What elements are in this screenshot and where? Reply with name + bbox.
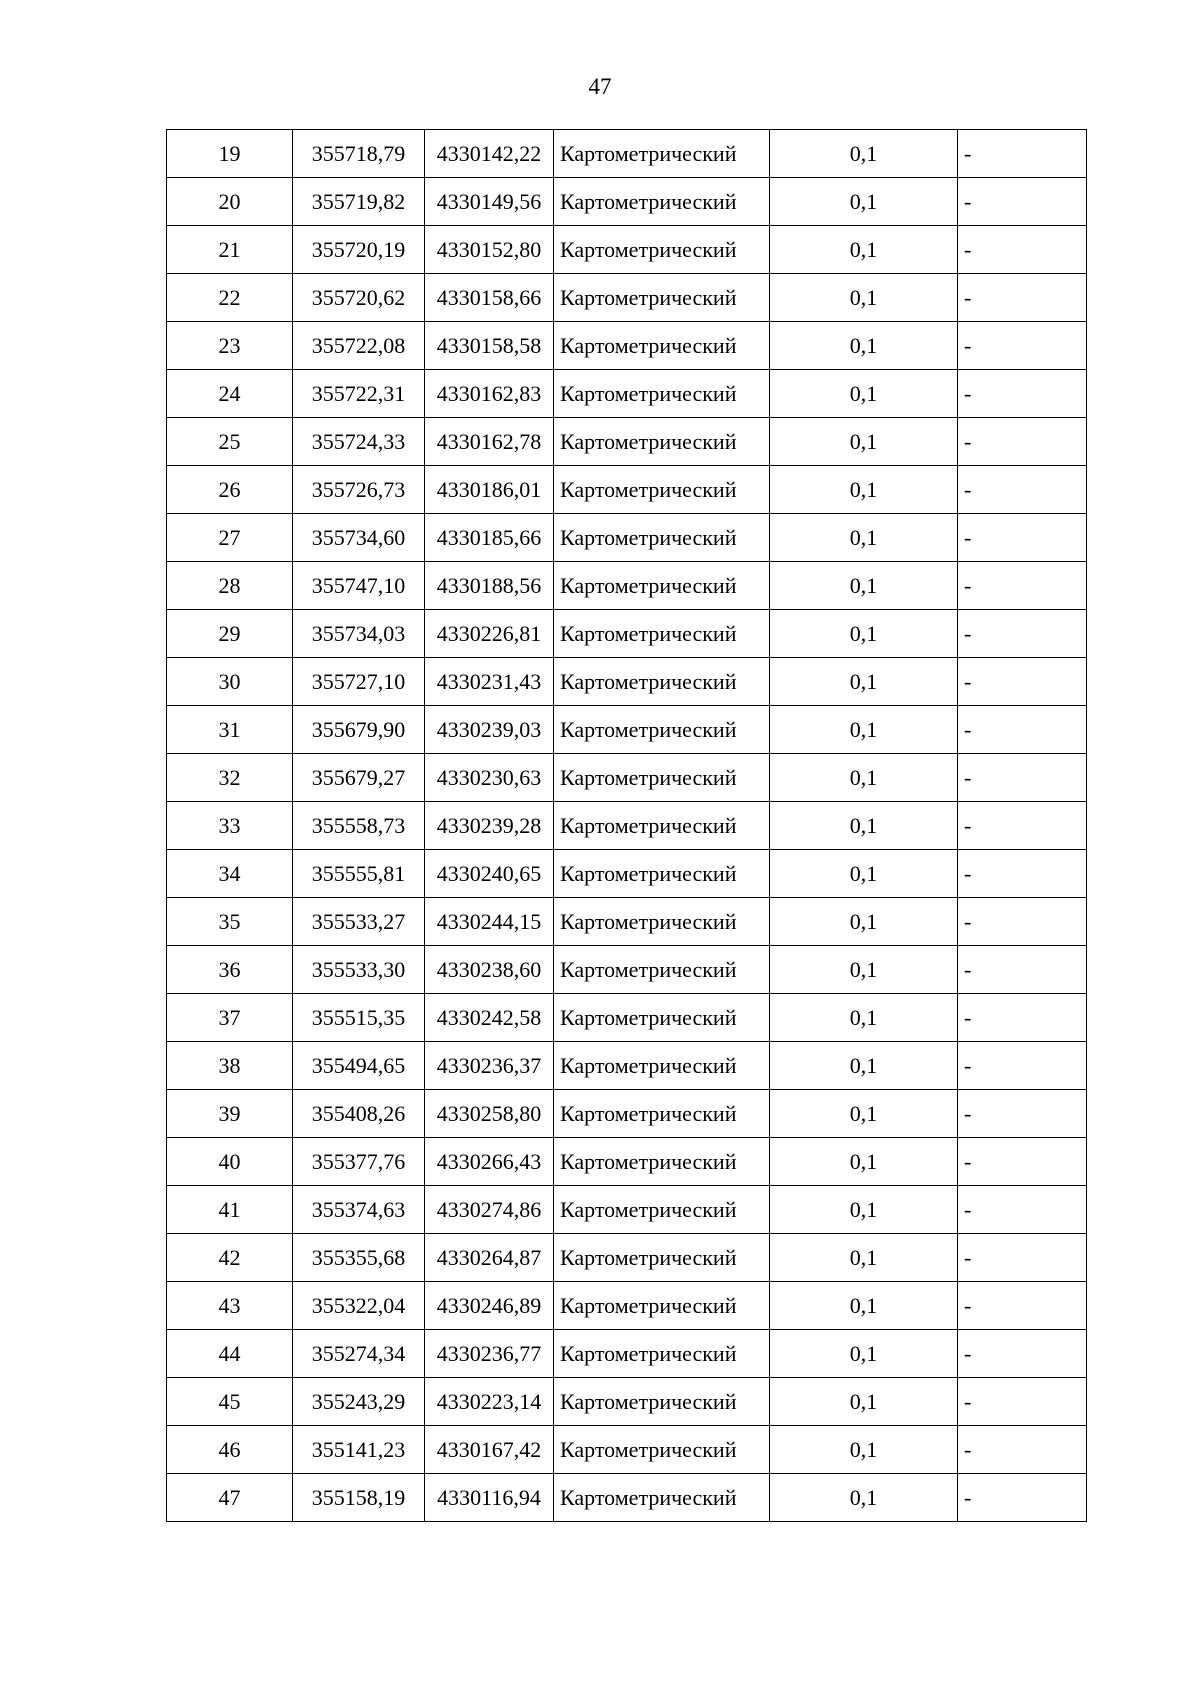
- point-number-cell: 30: [167, 658, 293, 706]
- x-coordinate-cell: 355322,04: [293, 1282, 425, 1330]
- point-number-cell: 47: [167, 1474, 293, 1522]
- method-cell: Картометрический: [554, 514, 770, 562]
- note-cell: -: [958, 754, 1087, 802]
- accuracy-cell: 0,1: [770, 274, 958, 322]
- table-row: [167, 706, 1087, 754]
- accuracy-cell: 0,1: [770, 1138, 958, 1186]
- table-row: [167, 994, 1087, 1042]
- y-coordinate-cell: 4330185,66: [425, 514, 554, 562]
- table-row: [167, 562, 1087, 610]
- table-row: [167, 466, 1087, 514]
- note-cell: -: [958, 370, 1087, 418]
- point-number-cell: 28: [167, 562, 293, 610]
- accuracy-cell: 0,1: [770, 1474, 958, 1522]
- note-cell: -: [958, 946, 1087, 994]
- y-coordinate-cell: 4330142,22: [425, 130, 554, 178]
- point-number-cell: 42: [167, 1234, 293, 1282]
- note-cell: -: [958, 1042, 1087, 1090]
- point-number-cell: 40: [167, 1138, 293, 1186]
- accuracy-cell: 0,1: [770, 1042, 958, 1090]
- coordinates-table: [166, 129, 1087, 1522]
- table-row: [167, 274, 1087, 322]
- x-coordinate-cell: 355734,60: [293, 514, 425, 562]
- point-number-cell: 27: [167, 514, 293, 562]
- y-coordinate-cell: 4330238,60: [425, 946, 554, 994]
- note-cell: -: [958, 514, 1087, 562]
- point-number-cell: 24: [167, 370, 293, 418]
- note-cell: -: [958, 898, 1087, 946]
- x-coordinate-cell: 355408,26: [293, 1090, 425, 1138]
- method-cell: Картометрический: [554, 610, 770, 658]
- x-coordinate-cell: 355726,73: [293, 466, 425, 514]
- note-cell: -: [958, 1138, 1087, 1186]
- table-row: [167, 802, 1087, 850]
- accuracy-cell: 0,1: [770, 514, 958, 562]
- note-cell: -: [958, 658, 1087, 706]
- table-row: [167, 514, 1087, 562]
- note-cell: -: [958, 706, 1087, 754]
- y-coordinate-cell: 4330167,42: [425, 1426, 554, 1474]
- y-coordinate-cell: 4330258,80: [425, 1090, 554, 1138]
- y-coordinate-cell: 4330274,86: [425, 1186, 554, 1234]
- x-coordinate-cell: 355555,81: [293, 850, 425, 898]
- y-coordinate-cell: 4330246,89: [425, 1282, 554, 1330]
- y-coordinate-cell: 4330116,94: [425, 1474, 554, 1522]
- method-cell: Картометрический: [554, 418, 770, 466]
- note-cell: -: [958, 418, 1087, 466]
- method-cell: Картометрический: [554, 1330, 770, 1378]
- method-cell: Картометрический: [554, 1042, 770, 1090]
- y-coordinate-cell: 4330162,78: [425, 418, 554, 466]
- note-cell: -: [958, 466, 1087, 514]
- method-cell: Картометрический: [554, 994, 770, 1042]
- accuracy-cell: 0,1: [770, 802, 958, 850]
- note-cell: -: [958, 1186, 1087, 1234]
- x-coordinate-cell: 355679,27: [293, 754, 425, 802]
- method-cell: Картометрический: [554, 1090, 770, 1138]
- point-number-cell: 29: [167, 610, 293, 658]
- point-number-cell: 45: [167, 1378, 293, 1426]
- point-number-cell: 36: [167, 946, 293, 994]
- table-row: [167, 1378, 1087, 1426]
- table-row: [167, 754, 1087, 802]
- x-coordinate-cell: 355727,10: [293, 658, 425, 706]
- point-number-cell: 25: [167, 418, 293, 466]
- accuracy-cell: 0,1: [770, 754, 958, 802]
- table-row: [167, 418, 1087, 466]
- accuracy-cell: 0,1: [770, 706, 958, 754]
- table-row: [167, 946, 1087, 994]
- x-coordinate-cell: 355734,03: [293, 610, 425, 658]
- method-cell: Картометрический: [554, 1378, 770, 1426]
- point-number-cell: 39: [167, 1090, 293, 1138]
- x-coordinate-cell: 355374,63: [293, 1186, 425, 1234]
- point-number-cell: 20: [167, 178, 293, 226]
- note-cell: -: [958, 130, 1087, 178]
- method-cell: Картометрический: [554, 1186, 770, 1234]
- table-row: [167, 1234, 1087, 1282]
- coordinates-table-body: [167, 130, 1087, 1522]
- y-coordinate-cell: 4330244,15: [425, 898, 554, 946]
- method-cell: Картометрический: [554, 322, 770, 370]
- method-cell: Картометрический: [554, 130, 770, 178]
- accuracy-cell: 0,1: [770, 322, 958, 370]
- accuracy-cell: 0,1: [770, 1378, 958, 1426]
- point-number-cell: 41: [167, 1186, 293, 1234]
- y-coordinate-cell: 4330223,14: [425, 1378, 554, 1426]
- method-cell: Картометрический: [554, 274, 770, 322]
- method-cell: Картометрический: [554, 1234, 770, 1282]
- accuracy-cell: 0,1: [770, 370, 958, 418]
- table-row: [167, 226, 1087, 274]
- method-cell: Картометрический: [554, 1282, 770, 1330]
- method-cell: Картометрический: [554, 466, 770, 514]
- note-cell: -: [958, 802, 1087, 850]
- method-cell: Картометрический: [554, 178, 770, 226]
- table-row: [167, 658, 1087, 706]
- note-cell: -: [958, 178, 1087, 226]
- accuracy-cell: 0,1: [770, 898, 958, 946]
- point-number-cell: 21: [167, 226, 293, 274]
- table-row: [167, 898, 1087, 946]
- y-coordinate-cell: 4330186,01: [425, 466, 554, 514]
- x-coordinate-cell: 355718,79: [293, 130, 425, 178]
- x-coordinate-cell: 355141,23: [293, 1426, 425, 1474]
- accuracy-cell: 0,1: [770, 226, 958, 274]
- point-number-cell: 19: [167, 130, 293, 178]
- accuracy-cell: 0,1: [770, 1186, 958, 1234]
- y-coordinate-cell: 4330188,56: [425, 562, 554, 610]
- method-cell: Картометрический: [554, 898, 770, 946]
- page-number: 47: [588, 74, 612, 99]
- x-coordinate-cell: 355158,19: [293, 1474, 425, 1522]
- point-number-cell: 32: [167, 754, 293, 802]
- note-cell: -: [958, 994, 1087, 1042]
- table-row: [167, 130, 1087, 178]
- y-coordinate-cell: 4330231,43: [425, 658, 554, 706]
- x-coordinate-cell: 355533,27: [293, 898, 425, 946]
- method-cell: Картометрический: [554, 226, 770, 274]
- method-cell: Картометрический: [554, 658, 770, 706]
- x-coordinate-cell: 355533,30: [293, 946, 425, 994]
- x-coordinate-cell: 355747,10: [293, 562, 425, 610]
- x-coordinate-cell: 355558,73: [293, 802, 425, 850]
- method-cell: Картометрический: [554, 1426, 770, 1474]
- point-number-cell: 34: [167, 850, 293, 898]
- table-row: [167, 850, 1087, 898]
- y-coordinate-cell: 4330242,58: [425, 994, 554, 1042]
- accuracy-cell: 0,1: [770, 1426, 958, 1474]
- table-row: [167, 370, 1087, 418]
- point-number-cell: 31: [167, 706, 293, 754]
- table-row: [167, 1090, 1087, 1138]
- method-cell: Картометрический: [554, 946, 770, 994]
- x-coordinate-cell: 355724,33: [293, 418, 425, 466]
- method-cell: Картометрический: [554, 370, 770, 418]
- point-number-cell: 44: [167, 1330, 293, 1378]
- point-number-cell: 33: [167, 802, 293, 850]
- point-number-cell: 43: [167, 1282, 293, 1330]
- x-coordinate-cell: 355722,31: [293, 370, 425, 418]
- point-number-cell: 35: [167, 898, 293, 946]
- accuracy-cell: 0,1: [770, 1090, 958, 1138]
- x-coordinate-cell: 355243,29: [293, 1378, 425, 1426]
- y-coordinate-cell: 4330226,81: [425, 610, 554, 658]
- note-cell: -: [958, 322, 1087, 370]
- method-cell: Картометрический: [554, 850, 770, 898]
- x-coordinate-cell: 355722,08: [293, 322, 425, 370]
- note-cell: -: [958, 1282, 1087, 1330]
- y-coordinate-cell: 4330158,66: [425, 274, 554, 322]
- y-coordinate-cell: 4330149,56: [425, 178, 554, 226]
- y-coordinate-cell: 4330264,87: [425, 1234, 554, 1282]
- note-cell: -: [958, 610, 1087, 658]
- note-cell: -: [958, 1234, 1087, 1282]
- y-coordinate-cell: 4330240,65: [425, 850, 554, 898]
- x-coordinate-cell: 355679,90: [293, 706, 425, 754]
- note-cell: -: [958, 562, 1087, 610]
- table-row: [167, 1138, 1087, 1186]
- table-row: [167, 178, 1087, 226]
- accuracy-cell: 0,1: [770, 466, 958, 514]
- point-number-cell: 46: [167, 1426, 293, 1474]
- accuracy-cell: 0,1: [770, 1330, 958, 1378]
- point-number-cell: 26: [167, 466, 293, 514]
- x-coordinate-cell: 355720,62: [293, 274, 425, 322]
- y-coordinate-cell: 4330236,77: [425, 1330, 554, 1378]
- y-coordinate-cell: 4330239,28: [425, 802, 554, 850]
- method-cell: Картометрический: [554, 1474, 770, 1522]
- table-row: [167, 1474, 1087, 1522]
- table-row: [167, 610, 1087, 658]
- point-number-cell: 38: [167, 1042, 293, 1090]
- table-row: [167, 1042, 1087, 1090]
- accuracy-cell: 0,1: [770, 850, 958, 898]
- note-cell: -: [958, 850, 1087, 898]
- table-row: [167, 322, 1087, 370]
- y-coordinate-cell: 4330152,80: [425, 226, 554, 274]
- x-coordinate-cell: 355515,35: [293, 994, 425, 1042]
- accuracy-cell: 0,1: [770, 994, 958, 1042]
- table-row: [167, 1282, 1087, 1330]
- method-cell: Картометрический: [554, 754, 770, 802]
- accuracy-cell: 0,1: [770, 1234, 958, 1282]
- accuracy-cell: 0,1: [770, 946, 958, 994]
- method-cell: Картометрический: [554, 1138, 770, 1186]
- x-coordinate-cell: 355274,34: [293, 1330, 425, 1378]
- table-row: [167, 1426, 1087, 1474]
- table-row: [167, 1330, 1087, 1378]
- y-coordinate-cell: 4330158,58: [425, 322, 554, 370]
- y-coordinate-cell: 4330162,83: [425, 370, 554, 418]
- accuracy-cell: 0,1: [770, 562, 958, 610]
- point-number-cell: 23: [167, 322, 293, 370]
- method-cell: Картометрический: [554, 562, 770, 610]
- accuracy-cell: 0,1: [770, 178, 958, 226]
- note-cell: -: [958, 1330, 1087, 1378]
- note-cell: -: [958, 1090, 1087, 1138]
- y-coordinate-cell: 4330239,03: [425, 706, 554, 754]
- x-coordinate-cell: 355355,68: [293, 1234, 425, 1282]
- x-coordinate-cell: 355720,19: [293, 226, 425, 274]
- note-cell: -: [958, 1474, 1087, 1522]
- note-cell: -: [958, 1378, 1087, 1426]
- x-coordinate-cell: 355377,76: [293, 1138, 425, 1186]
- method-cell: Картометрический: [554, 802, 770, 850]
- note-cell: -: [958, 226, 1087, 274]
- accuracy-cell: 0,1: [770, 130, 958, 178]
- accuracy-cell: 0,1: [770, 610, 958, 658]
- x-coordinate-cell: 355719,82: [293, 178, 425, 226]
- point-number-cell: 37: [167, 994, 293, 1042]
- x-coordinate-cell: 355494,65: [293, 1042, 425, 1090]
- y-coordinate-cell: 4330266,43: [425, 1138, 554, 1186]
- table-row: [167, 1186, 1087, 1234]
- note-cell: -: [958, 1426, 1087, 1474]
- accuracy-cell: 0,1: [770, 1282, 958, 1330]
- y-coordinate-cell: 4330236,37: [425, 1042, 554, 1090]
- method-cell: Картометрический: [554, 706, 770, 754]
- accuracy-cell: 0,1: [770, 658, 958, 706]
- y-coordinate-cell: 4330230,63: [425, 754, 554, 802]
- note-cell: -: [958, 274, 1087, 322]
- point-number-cell: 22: [167, 274, 293, 322]
- accuracy-cell: 0,1: [770, 418, 958, 466]
